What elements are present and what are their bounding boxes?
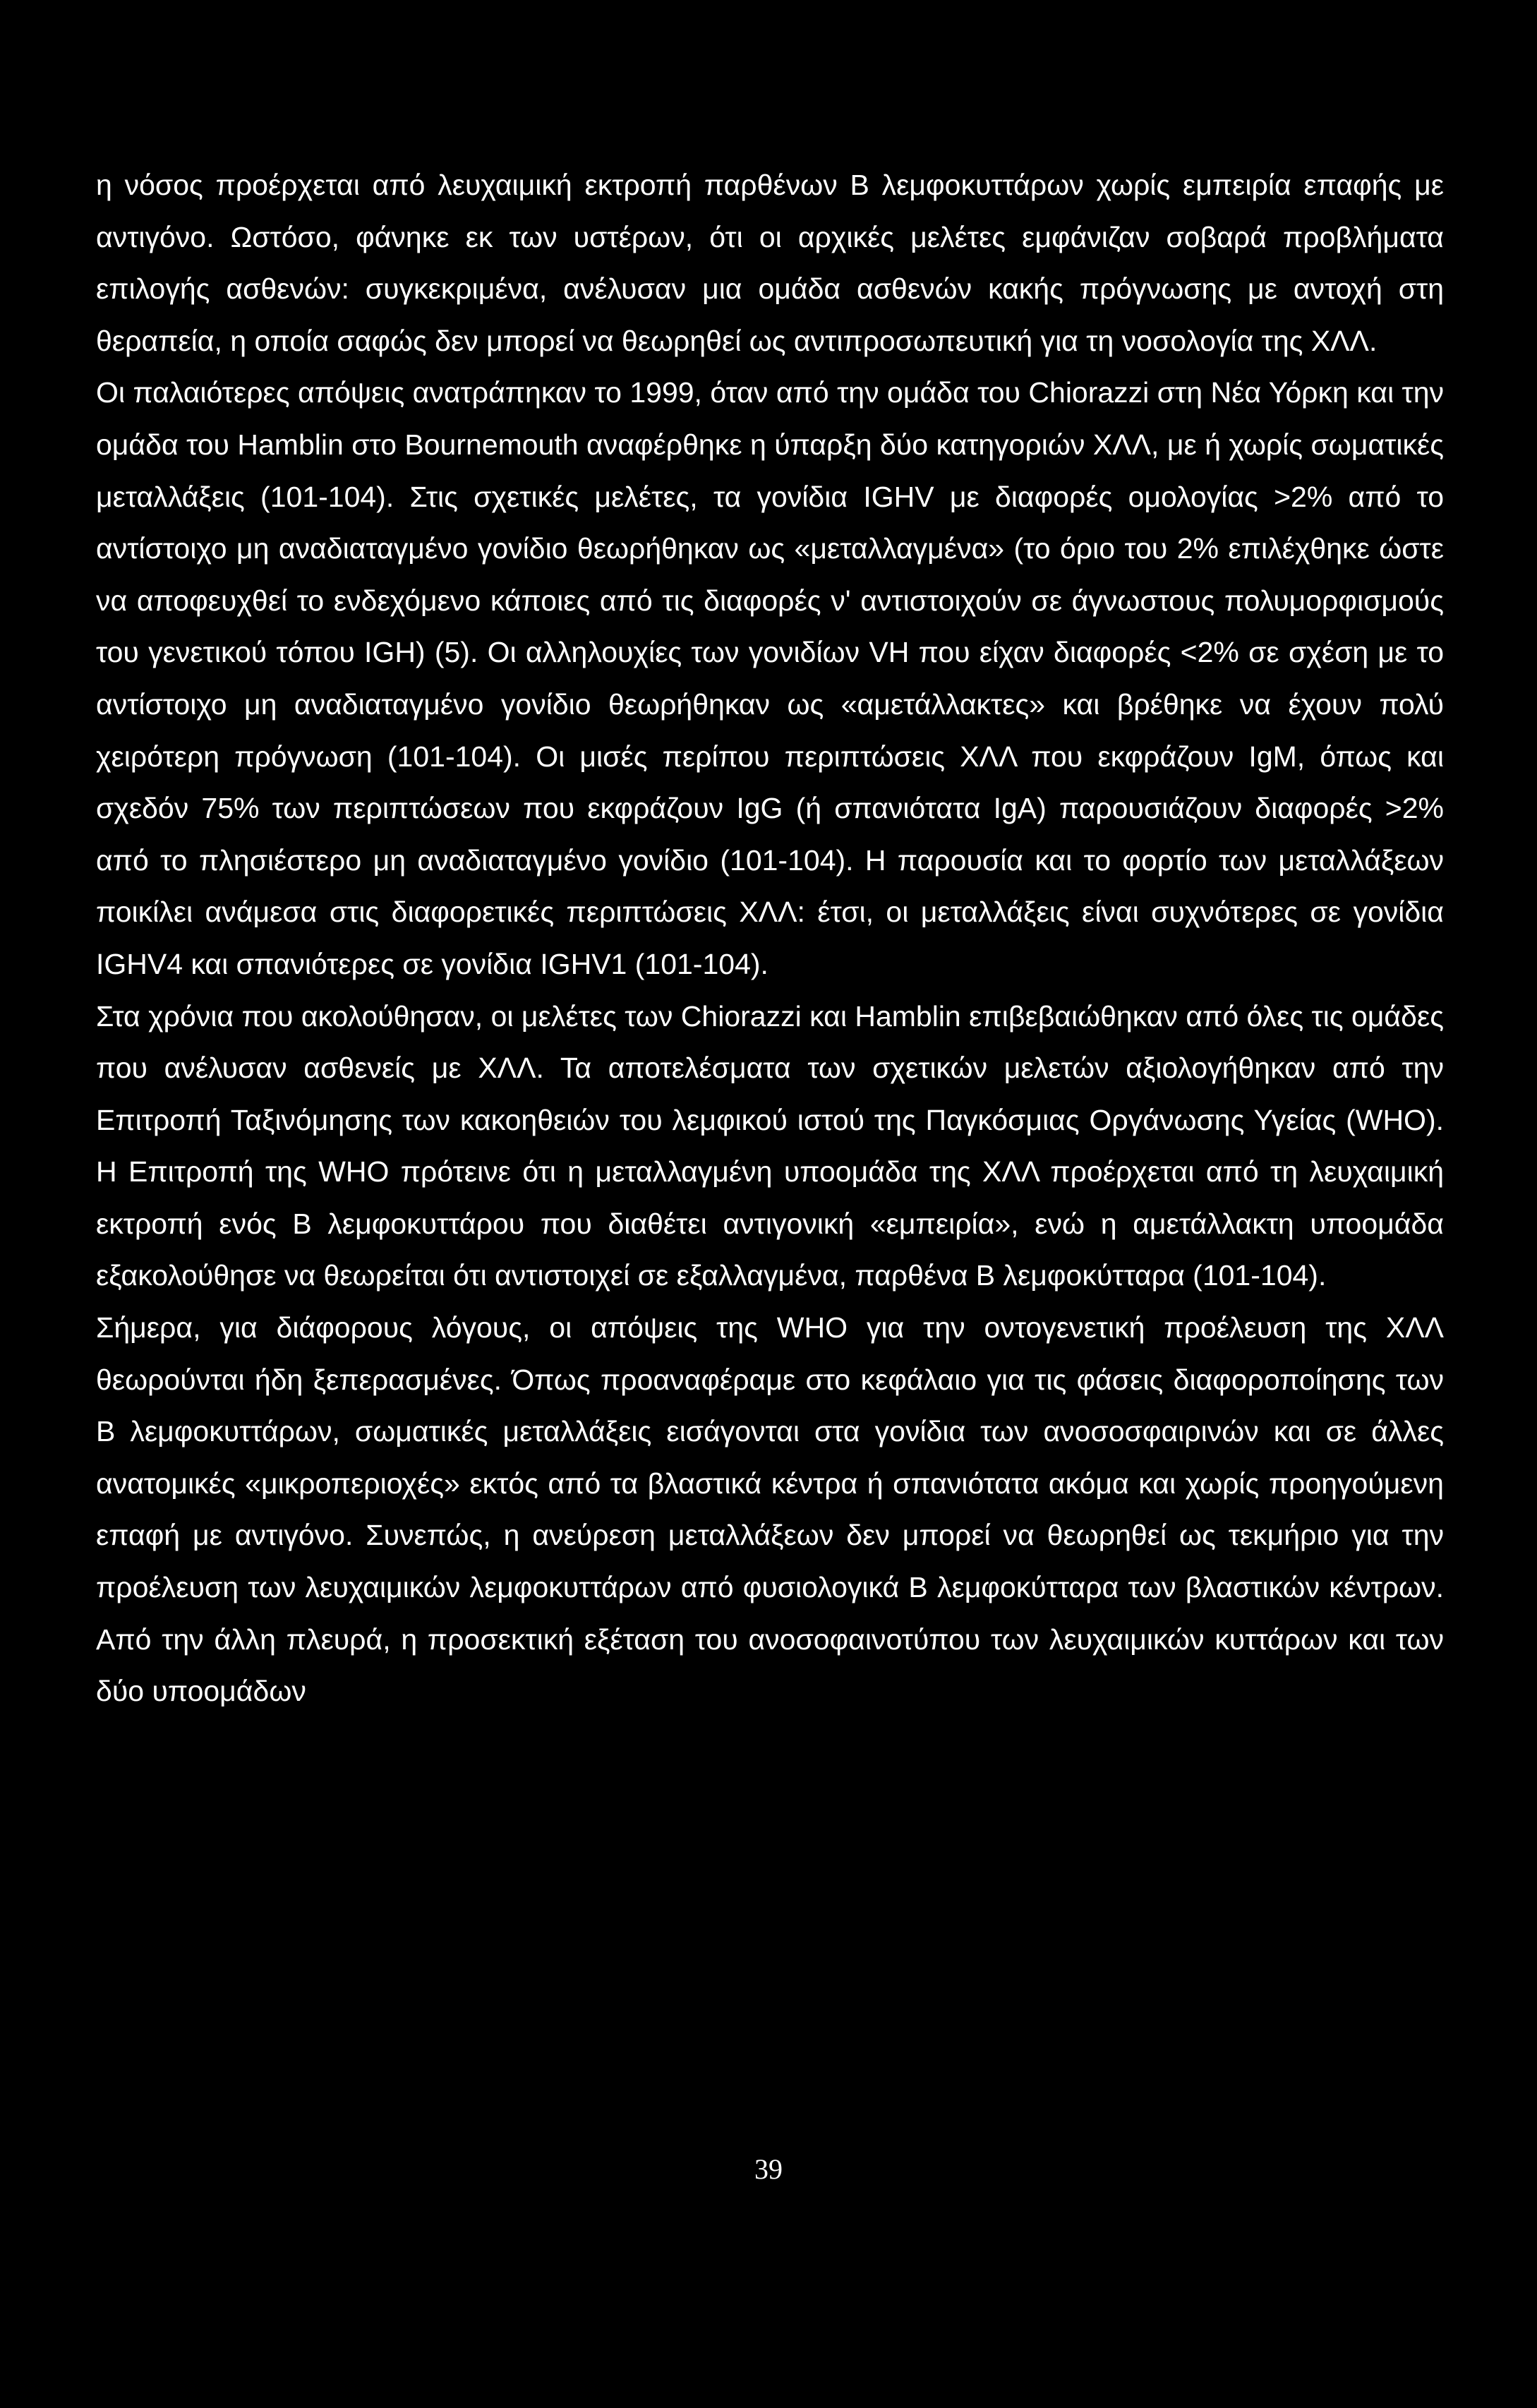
paragraph-2: Οι παλαιότερες απόψεις ανατράπηκαν το 1999, όταν από την ομάδα του Chiorazzi στη Νέα Υόρκη και την ομάδα του Hamblin στο Bournemouth αναφέρθηκε η ύπαρξη δύο κατηγοριών ΧΛΛ, με ή χωρίς σωματικές μεταλλάξεις (101-104). Στις σχετικές μελέτες, τα γονίδια IGHV με διαφορές ομολογίας >2% από το αντίστοιχο μη αναδιαταγμένο γονίδιο θεωρήθηκαν ως «μεταλλαγμένα» (το όριο του 2% επιλέχθηκε ώστε να αποφευχθεί το ενδεχόμενο κάποιες από τις διαφορές ν' αντιστοιχούν σε άγνωστους πολυμορφισμούς του γενετικού τόπου IGH) (5). Οι αλληλουχίες των γονιδίων VH που είχαν διαφορές <2% σε σχέση με το αντίστοιχο μη αναδιαταγμένο γονίδιο θεωρήθηκαν ως «αμετάλλακτες» και βρέθηκε να έχουν πολύ χειρότερη πρόγνωση (101-104). Οι μισές περίπου περιπτώσεις ΧΛΛ που εκφράζουν IgM, όπως και σχεδόν 75% των περιπτώσεων που εκφράζουν IgG (ή σπανιότατα IgA) παρουσιάζουν διαφορές >2% από το πλησιέστερο μη αναδιαταγμένο γονίδιο (101-104). Η παρουσία και το φορτίο των μεταλλάξεων ποικίλει ανάμεσα στις διαφορετικές περιπτώσεις ΧΛΛ: έτσι, οι μεταλλάξεις είναι συχνότερες σε γονίδια IGHV4 και σπανιότερες σε γονίδια IGHV1 (101-104). — [96, 376, 1445, 980]
page-number: 39 — [754, 2153, 783, 2185]
paragraph-4: Σήμερα, για διάφορους λόγους, οι απόψεις της WHO για την οντογενετική προέλευση της ΧΛΛ θεωρούνται ήδη ξεπερασμένες. Όπως προαναφέραμε στο κεφάλαιο για τις φάσεις διαφοροποίησης των Β λεμφοκυττάρων, σωματικές μεταλλάξεις εισάγονται στα γονίδια των ανοσοσφαιρινών και σε άλλες ανατομικές «μικροπεριοχές» εκτός από τα βλαστικά κέντρα ή σπανιότατα ακόμα και χωρίς προηγούμενη επαφή με αντιγόνο. Συνεπώς, η ανεύρεση μεταλλάξεων δεν μπορεί να θεωρηθεί ως τεκμήριο για την προέλευση των λευχαιμικών λεμφοκυττάρων από φυσιολογικά Β λεμφοκύτταρα των βλαστικών κέντρων. Από την άλλη πλευρά, η προσεκτική εξέταση του ανοσοφαινοτύπου των λευχαιμικών κυττάρων και των δύο υποομάδων — [96, 1311, 1444, 1708]
paragraph-1: η νόσος προέρχεται από λευχαιμική εκτροπή παρθένων Β λεμφοκυττάρων χωρίς εμπειρία επαφής με αντιγόνο. Ωστόσο, φάνηκε εκ των υστέρων, ότι οι αρχικές μελέτες εμφάνιζαν σοβαρά προβλήματα επιλογής ασθενών: συγκεκριμένα, ανέλυσαν μια ομάδα ασθενών κακής πρόγνωσης με αντοχή στη θεραπεία, η οποία σαφώς δεν μπορεί να θεωρηθεί ως αντιπροσωπευτική για τη νοσολογία της ΧΛΛ. — [96, 169, 1444, 357]
body-text — [96, 159, 1444, 1718]
paragraph-3: Στα χρόνια που ακολούθησαν, οι μελέτες των Chiorazzi και Hamblin επιβεβαιώθηκαν από όλες τις ομάδες που ανέλυσαν ασθενείς με ΧΛΛ. Τα αποτελέσματα των σχετικών μελετών αξιολογήθηκαν από την Επιτροπή Ταξινόμησης των κακοηθειών του λεμφικού ιστού της Παγκόσμιας Οργάνωσης Υγείας (WHO). Η Επιτροπή της WHO πρότεινε ότι η μεταλλαγμένη υποομάδα της ΧΛΛ προέρχεται από τη λευχαιμική εκτροπή ενός Β λεμφοκυττάρου που διαθέτει αντιγονική «εμπειρία», ενώ η αμετάλλακτη υποομάδα εξακολούθησε να θεωρείται ότι αντιστοιχεί σε εξαλλαγμένα, παρθένα Β λεμφοκύτταρα (101-104). — [96, 999, 1444, 1292]
